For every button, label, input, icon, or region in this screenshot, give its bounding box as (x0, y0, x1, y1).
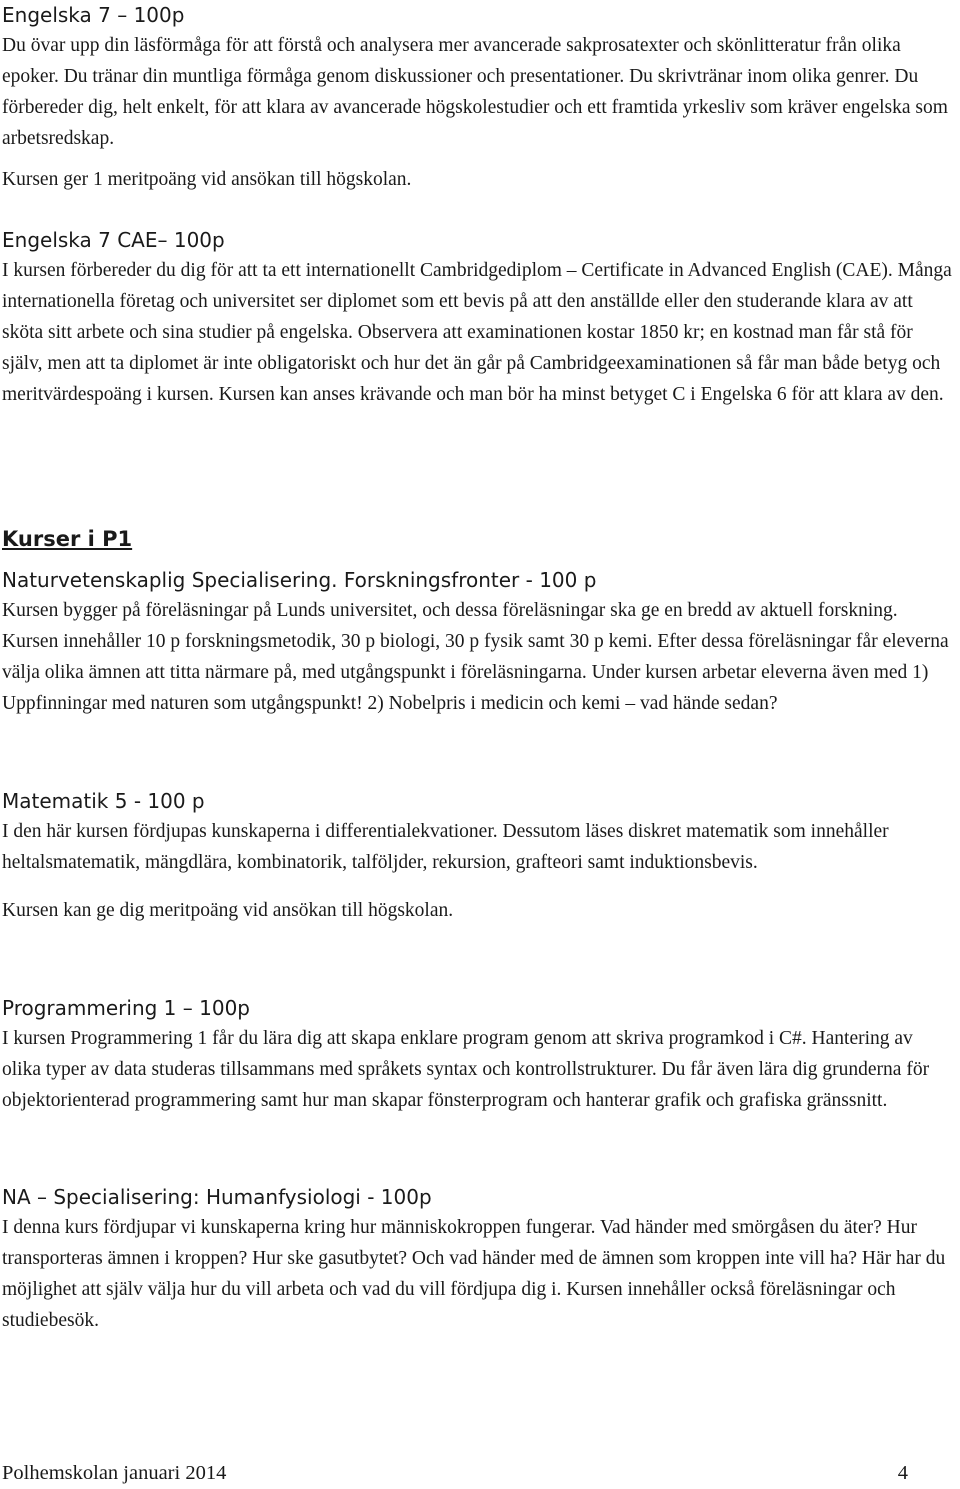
course-humanfysiologi (2, 1182, 954, 1336)
course-heading: NA – Specialisering: Humanfysiologi - 100p (2, 1185, 432, 1209)
course-description: Kursen bygger på föreläsningar på Lunds universitet, och dessa föreläsningar ska ge en bredd av aktuell forskning. Kursen innehåller 10 p forskningsmetodik, 30 p biologi, 30 p fysik samt 30 p kemi. Efter dessa föreläsningar får eleverna välja olika ämnen att titta närmare på, med utgångspunkt i föreläsningarna. Under kursen arbetar eleverna även med 1) Uppfinningar med naturen som utgångspunkt! 2) Nobelpris i medicin och kemi – vad hände sedan? (2, 600, 949, 714)
course-note: Kursen ger 1 meritpoäng vid ansökan till högskolan. (2, 169, 412, 190)
course-heading: Programmering 1 – 100p (2, 996, 250, 1020)
course-description: I kursen förbereder du dig för att ta ett internationellt Cambridgediplom – Certificate in Advanced English (CAE). Många internationella företag och universitet ser diplomet som ett bevis på att den anställde eller den studerande klara av att sköta sitt arbete och sina studier på engelska. Observera att examinationen kostar 1850 kr; en kostnad man får stå för själv, men att ta diplomet är inte obligatoriskt och hur det än går på Cambridgeexaminationen så får man både betyg och meritvärdespoäng i kursen. Kursen kan anses krävande och man bör ha minst betyget C i Engelska 6 för att klara av den. (2, 260, 952, 405)
section-title: Kurser i P1 (2, 527, 133, 551)
course-description: Du övar upp din läsförmåga för att förstå och analysera mer avancerade sakprosatexter och skönlitteratur från olika epoker. Du tränar din muntliga förmåga genom diskussioner och presentationer. Du skrivtränar inom olika genrer. Du förbereder dig, helt enkelt, för att klara av avancerade högskolestudier och ett framtida yrkesliv som kräver engelska som arbetsredskap. (2, 35, 948, 149)
course-heading: Matematik 5 - 100 p (2, 789, 205, 813)
course-engelska-7 (2, 0, 954, 195)
page-number: 4 (897, 1462, 908, 1484)
course-matematik-5 (2, 786, 954, 926)
course-heading: Engelska 7 CAE– 100p (2, 228, 225, 252)
course-programmering-1 (2, 993, 954, 1116)
page-footer (2, 1459, 908, 1487)
course-description: I denna kurs fördjupar vi kunskaperna kring hur människokroppen fungerar. Vad händer med smörgåsen du äter? Hur transporteras ämnen i kroppen? Hur ske gasutbytet? Och vad händer med de ämnen som kroppen inte vill ha? Här har du möjlighet att själv välja hur du vill arbeta och vad du vill fördjupa dig i. Kursen innehåller också föreläsningar och studiebesök. (2, 1217, 946, 1331)
course-naturvetenskaplig-specialisering (2, 565, 954, 719)
course-engelska-7-cae (2, 225, 954, 410)
course-heading: Naturvetenskaplig Specialisering. Forskningsfronter - 100 p (2, 568, 597, 592)
course-description: I den här kursen fördjupas kunskaperna i differentialekvationer. Dessutom läses diskret matematik som innehåller heltalsmatematik, mängdlära, kombinatorik, talföljder, rekursion, grafteori samt induktionsbevis. (2, 821, 889, 873)
footer-text: Polhemskolan januari 2014 (2, 1462, 227, 1484)
course-description: I kursen Programmering 1 får du lära dig att skapa enklare program genom att skriva programkod i C#. Hantering av olika typer av data studeras tillsammans med språkets syntax och kontrollstrukturer. Du får även lära dig grunderna för objektorienterad programmering samt hur man skapar fönsterprogram och hanterar grafik och grafiska gränssnitt. (2, 1028, 930, 1111)
course-heading: Engelska 7 – 100p (2, 3, 185, 27)
course-note: Kursen kan ge dig meritpoäng vid ansökan till högskolan. (2, 900, 454, 921)
